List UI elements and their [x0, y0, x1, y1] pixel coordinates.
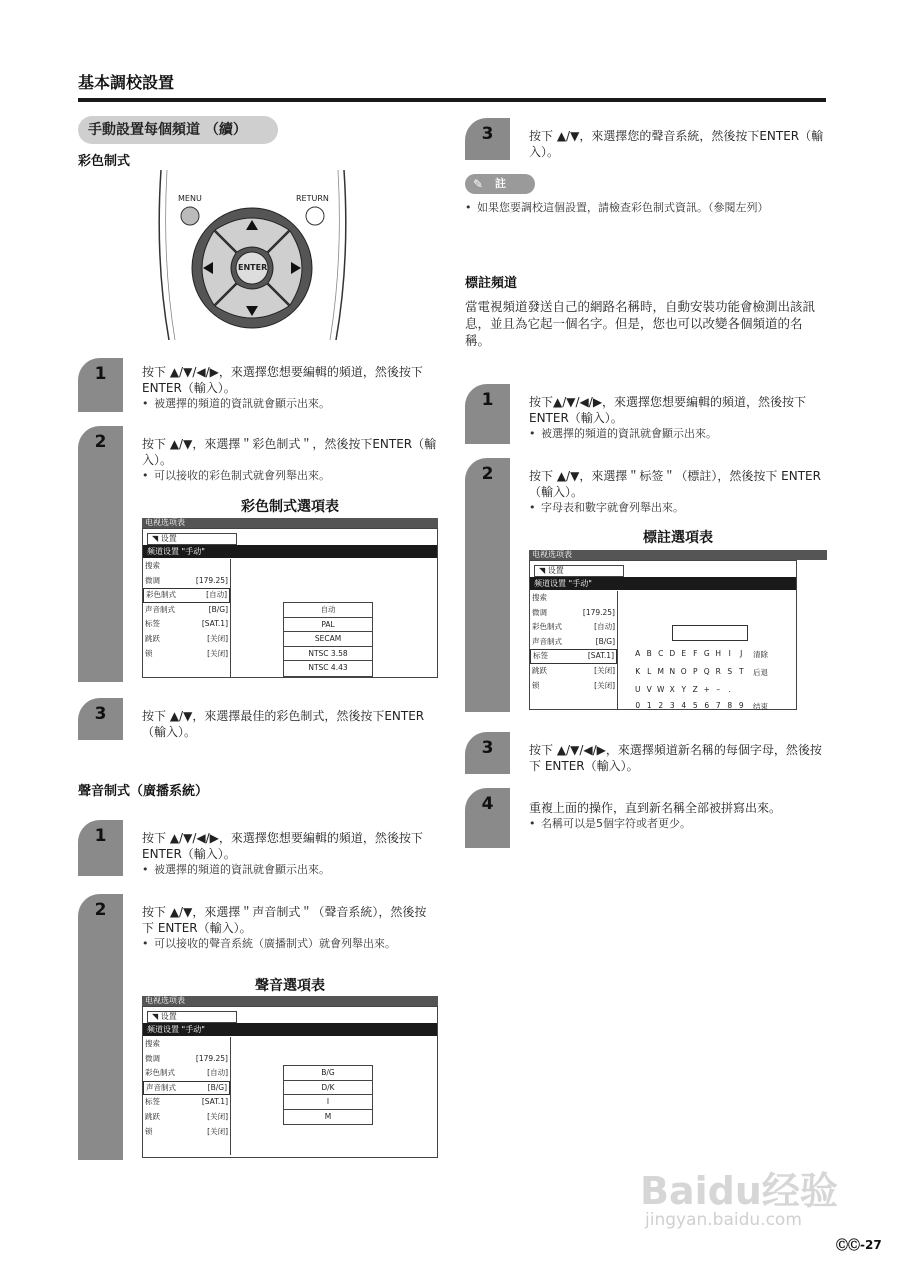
color-option[interactable]: 自动: [284, 603, 372, 618]
step-bullet: • 可以接收的彩色制式就會列舉出來。: [142, 468, 438, 483]
menu-row-selected[interactable]: 声音制式 [B/G]: [143, 1081, 230, 1096]
sound-system-heading: 聲音制式（廣播系統）: [78, 784, 209, 799]
step-bullet: • 被選擇的頻道的資訊就會顯示出來。: [142, 862, 438, 877]
menu-item-list: [143, 1037, 231, 1155]
clear-key[interactable]: 清除: [753, 650, 768, 659]
menu-setting: ◥ 设置: [147, 1011, 237, 1023]
color-step-2: [142, 436, 438, 483]
pencil-icon: ✎: [473, 177, 484, 191]
step-number: 3: [94, 704, 107, 724]
label-channel-heading: 標註頻道: [465, 276, 518, 291]
menu-row-selected[interactable]: 彩色制式 [自动]: [143, 588, 230, 603]
menu-row[interactable]: 跳跃 [关闭]: [145, 1111, 228, 1121]
menu-row[interactable]: 标签 [SAT.1]: [145, 1097, 228, 1107]
character-grid: [632, 649, 768, 712]
menu-item-list: [530, 591, 618, 709]
step-text: 按下 ▲/▼，來選擇＂彩色制式＂，然後按下ENTER（輸入）。: [142, 437, 437, 467]
step-text: 按下 ▲/▼/◀/▶，來選擇您想要編輯的頻道，然後按下 ENTER（輸入）。: [142, 831, 423, 861]
menu-row[interactable]: 彩色制式 [自动]: [145, 1068, 228, 1078]
step-text: 按下▲/▼/◀/▶，來選擇您想要編輯的頻道，然後按下 ENTER（輸入）。: [529, 395, 807, 425]
menu-bar: 电视选项表: [529, 550, 827, 560]
label-step-3-text: 按下 ▲/▼/◀/▶，來選擇頻道新名稱的每個字母，然後按下 ENTER（輸入）。: [529, 743, 822, 773]
label-step-2: [529, 468, 827, 515]
label-tv-menu: [529, 550, 827, 710]
menu-row[interactable]: 搜索: [532, 593, 547, 602]
step-text: 按下 ▲/▼，來選擇＂声音制式＂（聲音系統），然後按下 ENTER（輸入）。: [142, 905, 427, 935]
menu-manual-header: 频道设置 "手动": [530, 577, 796, 590]
sound-option[interactable]: M: [324, 1111, 332, 1121]
label-step-1: [529, 394, 827, 441]
step-marker: [465, 788, 510, 848]
section-title: 手動設置每個頻道 （續）: [78, 116, 278, 144]
menu-manual-header: 频道设置 "手动": [143, 1023, 437, 1036]
step-number: 4: [481, 794, 494, 814]
note-label: ✎ 註: [465, 174, 535, 194]
sound-options-list: [283, 1065, 373, 1125]
menu-row[interactable]: 标签 [SAT.1]: [145, 619, 228, 629]
return-button-label: RETURN: [296, 194, 329, 203]
menu-bar: 电视选项表: [142, 518, 438, 528]
menu-row[interactable]: 微调 [179.25]: [532, 607, 615, 617]
menu-row[interactable]: 锁 [关闭]: [145, 648, 228, 658]
step-marker: [78, 894, 123, 1160]
color-step-3-text: 按下 ▲/▼，來選擇最佳的彩色制式，然後按下ENTER（輸入）。: [142, 709, 425, 739]
name-input-box[interactable]: [672, 625, 748, 641]
menu-manual-header: 频道设置 "手动": [143, 545, 437, 558]
menu-setting: ◥ 设置: [534, 565, 624, 577]
color-option[interactable]: SECAM: [284, 632, 372, 647]
menu-button-label: MENU: [178, 194, 202, 203]
sound-step-1: [142, 830, 438, 877]
menu-row[interactable]: 搜索: [145, 1039, 160, 1048]
menu-row[interactable]: 锁 [关闭]: [145, 1126, 228, 1136]
note-bullet: • 如果您要調校這個設置，請檢查彩色制式資訊。（參閱左列）: [465, 200, 827, 215]
color-options-list: [283, 602, 373, 677]
step-number: 2: [94, 900, 107, 920]
page-header-title: 基本調校設置: [78, 73, 175, 92]
step-marker: [465, 458, 510, 712]
back-key[interactable]: 后退: [753, 668, 768, 677]
step-bullet: • 字母表和數字就會列舉出來。: [529, 500, 827, 515]
menu-setting: ◥ 设置: [147, 533, 237, 545]
menu-row[interactable]: 微调 [179.25]: [145, 1053, 228, 1063]
label-intro: 當電視頻道發送自己的網路名稱時，自動安裝功能會檢測出該訊息，並且為它起一個名字。但是，您也可以改變各個頻道的名稱。: [465, 299, 816, 348]
color-option[interactable]: PAL: [284, 618, 372, 633]
menu-row[interactable]: 彩色制式 [自动]: [532, 622, 615, 632]
sound-option[interactable]: B/G: [284, 1066, 372, 1081]
char-row: U V W X Y Z + – .: [635, 685, 731, 694]
color-tv-menu: [142, 518, 438, 678]
step-marker: [78, 426, 123, 682]
color-option[interactable]: NTSC 3.58: [284, 647, 372, 662]
char-row: A B C D E F G H I J 清除: [635, 649, 768, 659]
watermark-url: jingyan.baidu.com: [645, 1210, 802, 1230]
enter-button-label: ENTER: [238, 263, 268, 272]
step-bullet: • 名稱可以是5個字符或者更少。: [529, 816, 827, 831]
color-table-title: 彩色制式選項表: [241, 499, 339, 515]
menu-bar: 电视选项表: [142, 996, 438, 1006]
sound-option[interactable]: D/K: [284, 1081, 372, 1096]
step-text: 按下 ▲/▼/◀/▶，來選擇您想要編輯的頻道，然後按下 ENTER（輸入）。: [142, 365, 423, 395]
page-number: ⒸⒸ-27: [836, 1238, 882, 1252]
label-step-4: [529, 800, 827, 831]
menu-frame: [142, 1006, 438, 1158]
menu-frame: [529, 560, 797, 710]
step-bullet: • 被選擇的頻道的資訊就會顯示出來。: [142, 396, 438, 411]
sound-table-title: 聲音選項表: [255, 978, 325, 994]
step-marker: [465, 732, 510, 774]
step-number: 3: [481, 124, 494, 144]
color-step-1: [142, 364, 438, 411]
step-text: 重複上面的操作，直到新名稱全部被拼寫出來。: [529, 801, 782, 815]
menu-row[interactable]: 跳跃 [关闭]: [145, 633, 228, 643]
step-marker: [78, 820, 123, 876]
color-system-heading: 彩色制式: [78, 154, 131, 169]
step-text: 按下 ▲/▼，來選擇＂标签＂（標註），然後按下 ENTER（輸入）。: [529, 469, 821, 499]
menu-row[interactable]: 声音制式 [B/G]: [145, 604, 228, 614]
step-bullet: • 被選擇的頻道的資訊就會顯示出來。: [529, 426, 827, 441]
step-number: 1: [481, 390, 494, 410]
step-number: 1: [94, 826, 107, 846]
sound-step-2: [142, 904, 438, 951]
step-number: 1: [94, 364, 107, 384]
menu-item-list: [143, 559, 231, 677]
menu-row[interactable]: 锁 [关闭]: [532, 680, 615, 690]
menu-row[interactable]: 声音制式 [B/G]: [532, 636, 615, 646]
step-marker: [78, 358, 123, 412]
step-bullet: • 可以接收的聲音系統（廣播制式）就會列舉出來。: [142, 936, 438, 951]
menu-row-selected[interactable]: 标签 [SAT.1]: [530, 649, 617, 664]
header-divider: [78, 98, 826, 102]
sound-option[interactable]: I: [284, 1095, 372, 1110]
sound-step-3-text: 按下 ▲/▼，來選擇您的聲音系統，然後按下ENTER（輸入）。: [529, 129, 824, 159]
menu-frame: [142, 528, 438, 678]
char-row: K L M N O P Q R S T 后退: [635, 667, 768, 677]
char-row: 0 1 2 3 4 5 6 7 8 9 结束: [635, 701, 768, 711]
menu-row[interactable]: 微调 [179.25]: [145, 575, 228, 585]
step-number: 2: [94, 432, 107, 452]
menu-row[interactable]: 搜索: [145, 561, 160, 570]
label-table-title: 標註選項表: [643, 530, 713, 546]
step-marker: [465, 384, 510, 444]
end-key[interactable]: 结束: [753, 702, 768, 711]
step-marker: [465, 118, 510, 160]
step-number: 3: [481, 738, 494, 758]
step-marker: [78, 698, 123, 740]
menu-row[interactable]: 跳跃 [关闭]: [532, 665, 615, 675]
step-number: 2: [481, 464, 494, 484]
baidu-watermark: Baidu经验: [640, 1169, 838, 1213]
sound-tv-menu: [142, 996, 438, 1158]
color-option[interactable]: NTSC 4.43: [308, 663, 348, 673]
